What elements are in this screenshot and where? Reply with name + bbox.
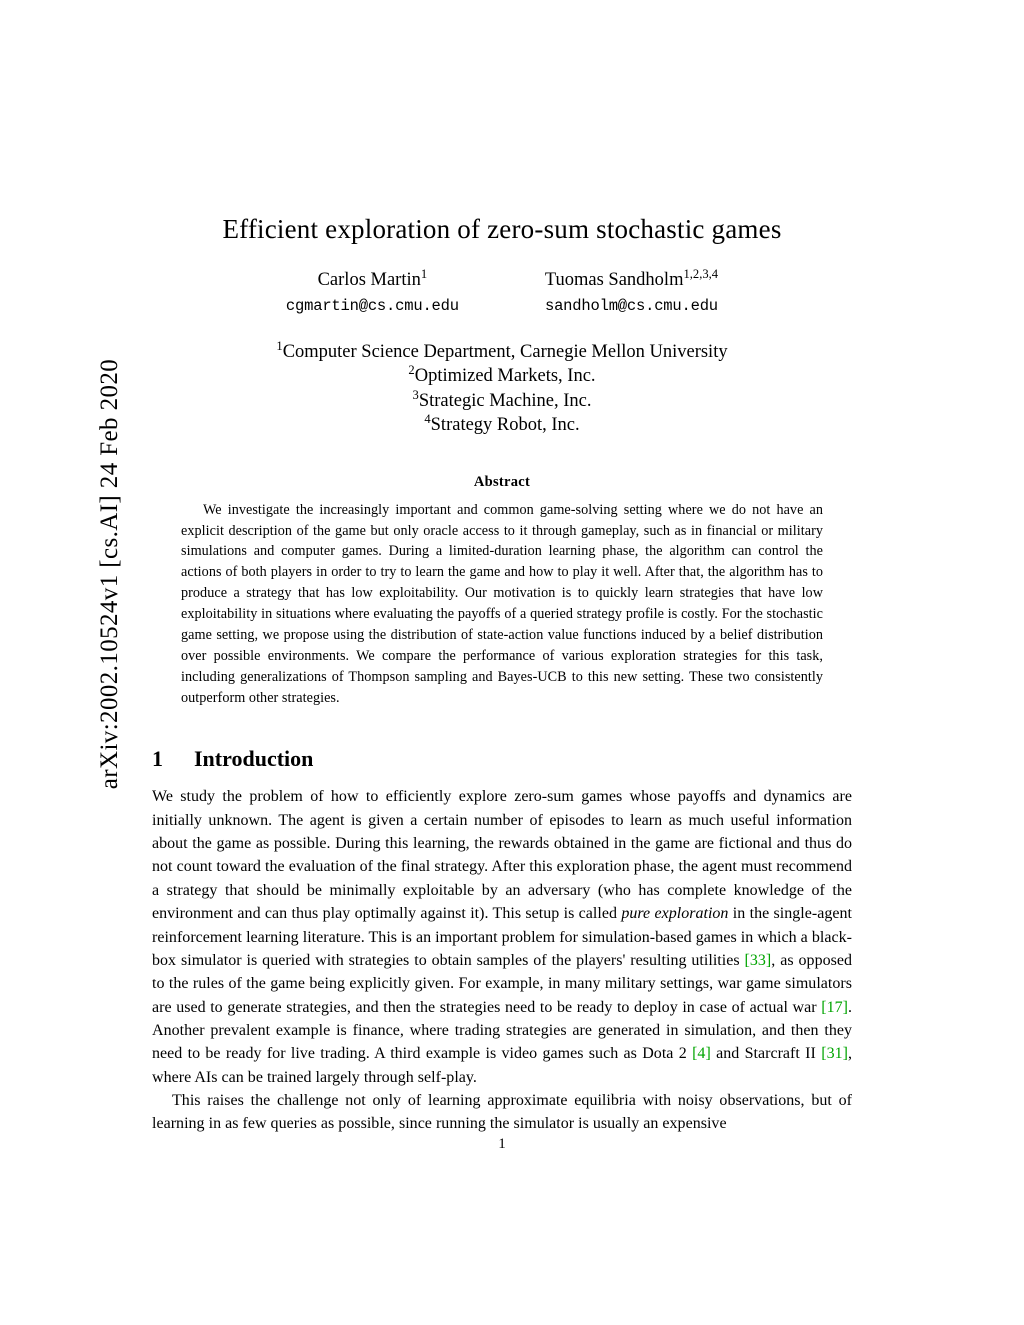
author-list [152, 267, 852, 318]
author-email: cgmartin@cs.cmu.edu [285, 296, 459, 315]
author-email: sandholm@cs.cmu.edu [544, 296, 718, 315]
author-name: Tuomas Sandholm$^{1,2,3,4}$ [544, 266, 719, 290]
affiliation-item: $^3$Strategic Machine, Inc. [412, 387, 592, 411]
affiliation-marker: 2 [408, 363, 415, 378]
author-entry [286, 267, 459, 318]
paragraph: We study the problem of how to efficiently explore zero-sum games whose payoffs and dynamics are initially unknown. The agent is given a certain number of episodes to learn as much useful information about the game as possible. During this learning, the rewards obtained in the game are fictional and thus do not count toward the evaluation of the final strategy. After this exploration phase, the agent must recommend a strategy that should be minimally exploitable by an adversary (who has complete knowledge of the environment and can thus play optimally against it). This setup is called pure exploration in the single-agent reinforcement learning literature. This is an important problem for simulation-based games in which a black-box simulator is queried with strategies to obtain samples of the players' resulting utilities [33], as opposed to the rules of the game being explicitly given. For example, in many military settings, war game simulators are used to generate strategies, and then the strategies need to be ready to deploy in case of actual war [17]. Another prevalent example is finance, where trading strategies are generated in simulation, and then they need to be ready for live trading. A third example is video games such as Dota 2 [4] and Starcraft II [31], where AIs can be trained largely through self-play. [152, 788, 852, 1086]
page-number: 1 [498, 1136, 506, 1152]
affiliation-marker: 4 [424, 412, 431, 427]
author-entry [545, 267, 718, 318]
affiliation-item: $^2$Optimized Markets, Inc. [408, 363, 596, 387]
citation-link[interactable]: [4] [692, 1045, 711, 1063]
abstract-heading: Abstract [473, 473, 531, 490]
section-heading [152, 746, 852, 772]
section-body [152, 785, 852, 1135]
citation-link[interactable]: [33] [744, 951, 772, 969]
page-title: Efficient exploration of zero-sum stochastic games [222, 214, 782, 244]
arxiv-stamp: arXiv:2002.10524v1 [cs.AI] 24 Feb 2020 [96, 358, 123, 790]
abstract-text: We investigate the increasingly important and common game-solving setting where we do not have an explicit description of the game but only oracle access to it through gameplay, such as in financial or military simulations and computer games. During a limited-duration learning phase, the algorithm can control the actions of both players in order to try to learn the game and how to play it well. After that, the algorithm has to produce a strategy that has low exploitability. Our motivation is to quickly learn strategies that have low exploitability in situations where evaluating the payoffs of a queried strategy profile is costly. For the stochastic game setting, we propose using the distribution of state-action value functions induced by a belief distribution over possible environments. We compare the performance of various exploration strategies for this task, including generalizations of Thompson sampling and Bayes-UCB to this new setting. These two consistently outperform other strategies. [181, 501, 823, 706]
author-name: Carlos Martin$^1$ [317, 266, 428, 290]
author-affiliation-marker: 1 [420, 266, 428, 281]
affiliation-marker: 3 [412, 387, 419, 402]
citation-link[interactable]: [17] [821, 998, 848, 1016]
section-number: 1 [152, 746, 163, 772]
paper-page [152, 0, 852, 1325]
paragraph: This raises the challenge not only of learning approximate equilibria with noisy observations, but of learning in as few queries as possible, since running the simulator is usually an expensive [152, 1092, 852, 1133]
affiliation-item: $^1$Computer Science Department, Carnegie Mellon University [276, 338, 728, 362]
citation-link[interactable]: [31] [821, 1045, 848, 1063]
affiliation-marker: 1 [276, 338, 283, 353]
affiliation-list [152, 340, 852, 438]
author-affiliation-marker: 1,2,3,4 [683, 266, 719, 281]
section-title: Introduction [194, 746, 314, 772]
affiliation-item: $^4$Strategy Robot, Inc. [424, 412, 580, 436]
emphasis-text: pure exploration [621, 905, 729, 923]
